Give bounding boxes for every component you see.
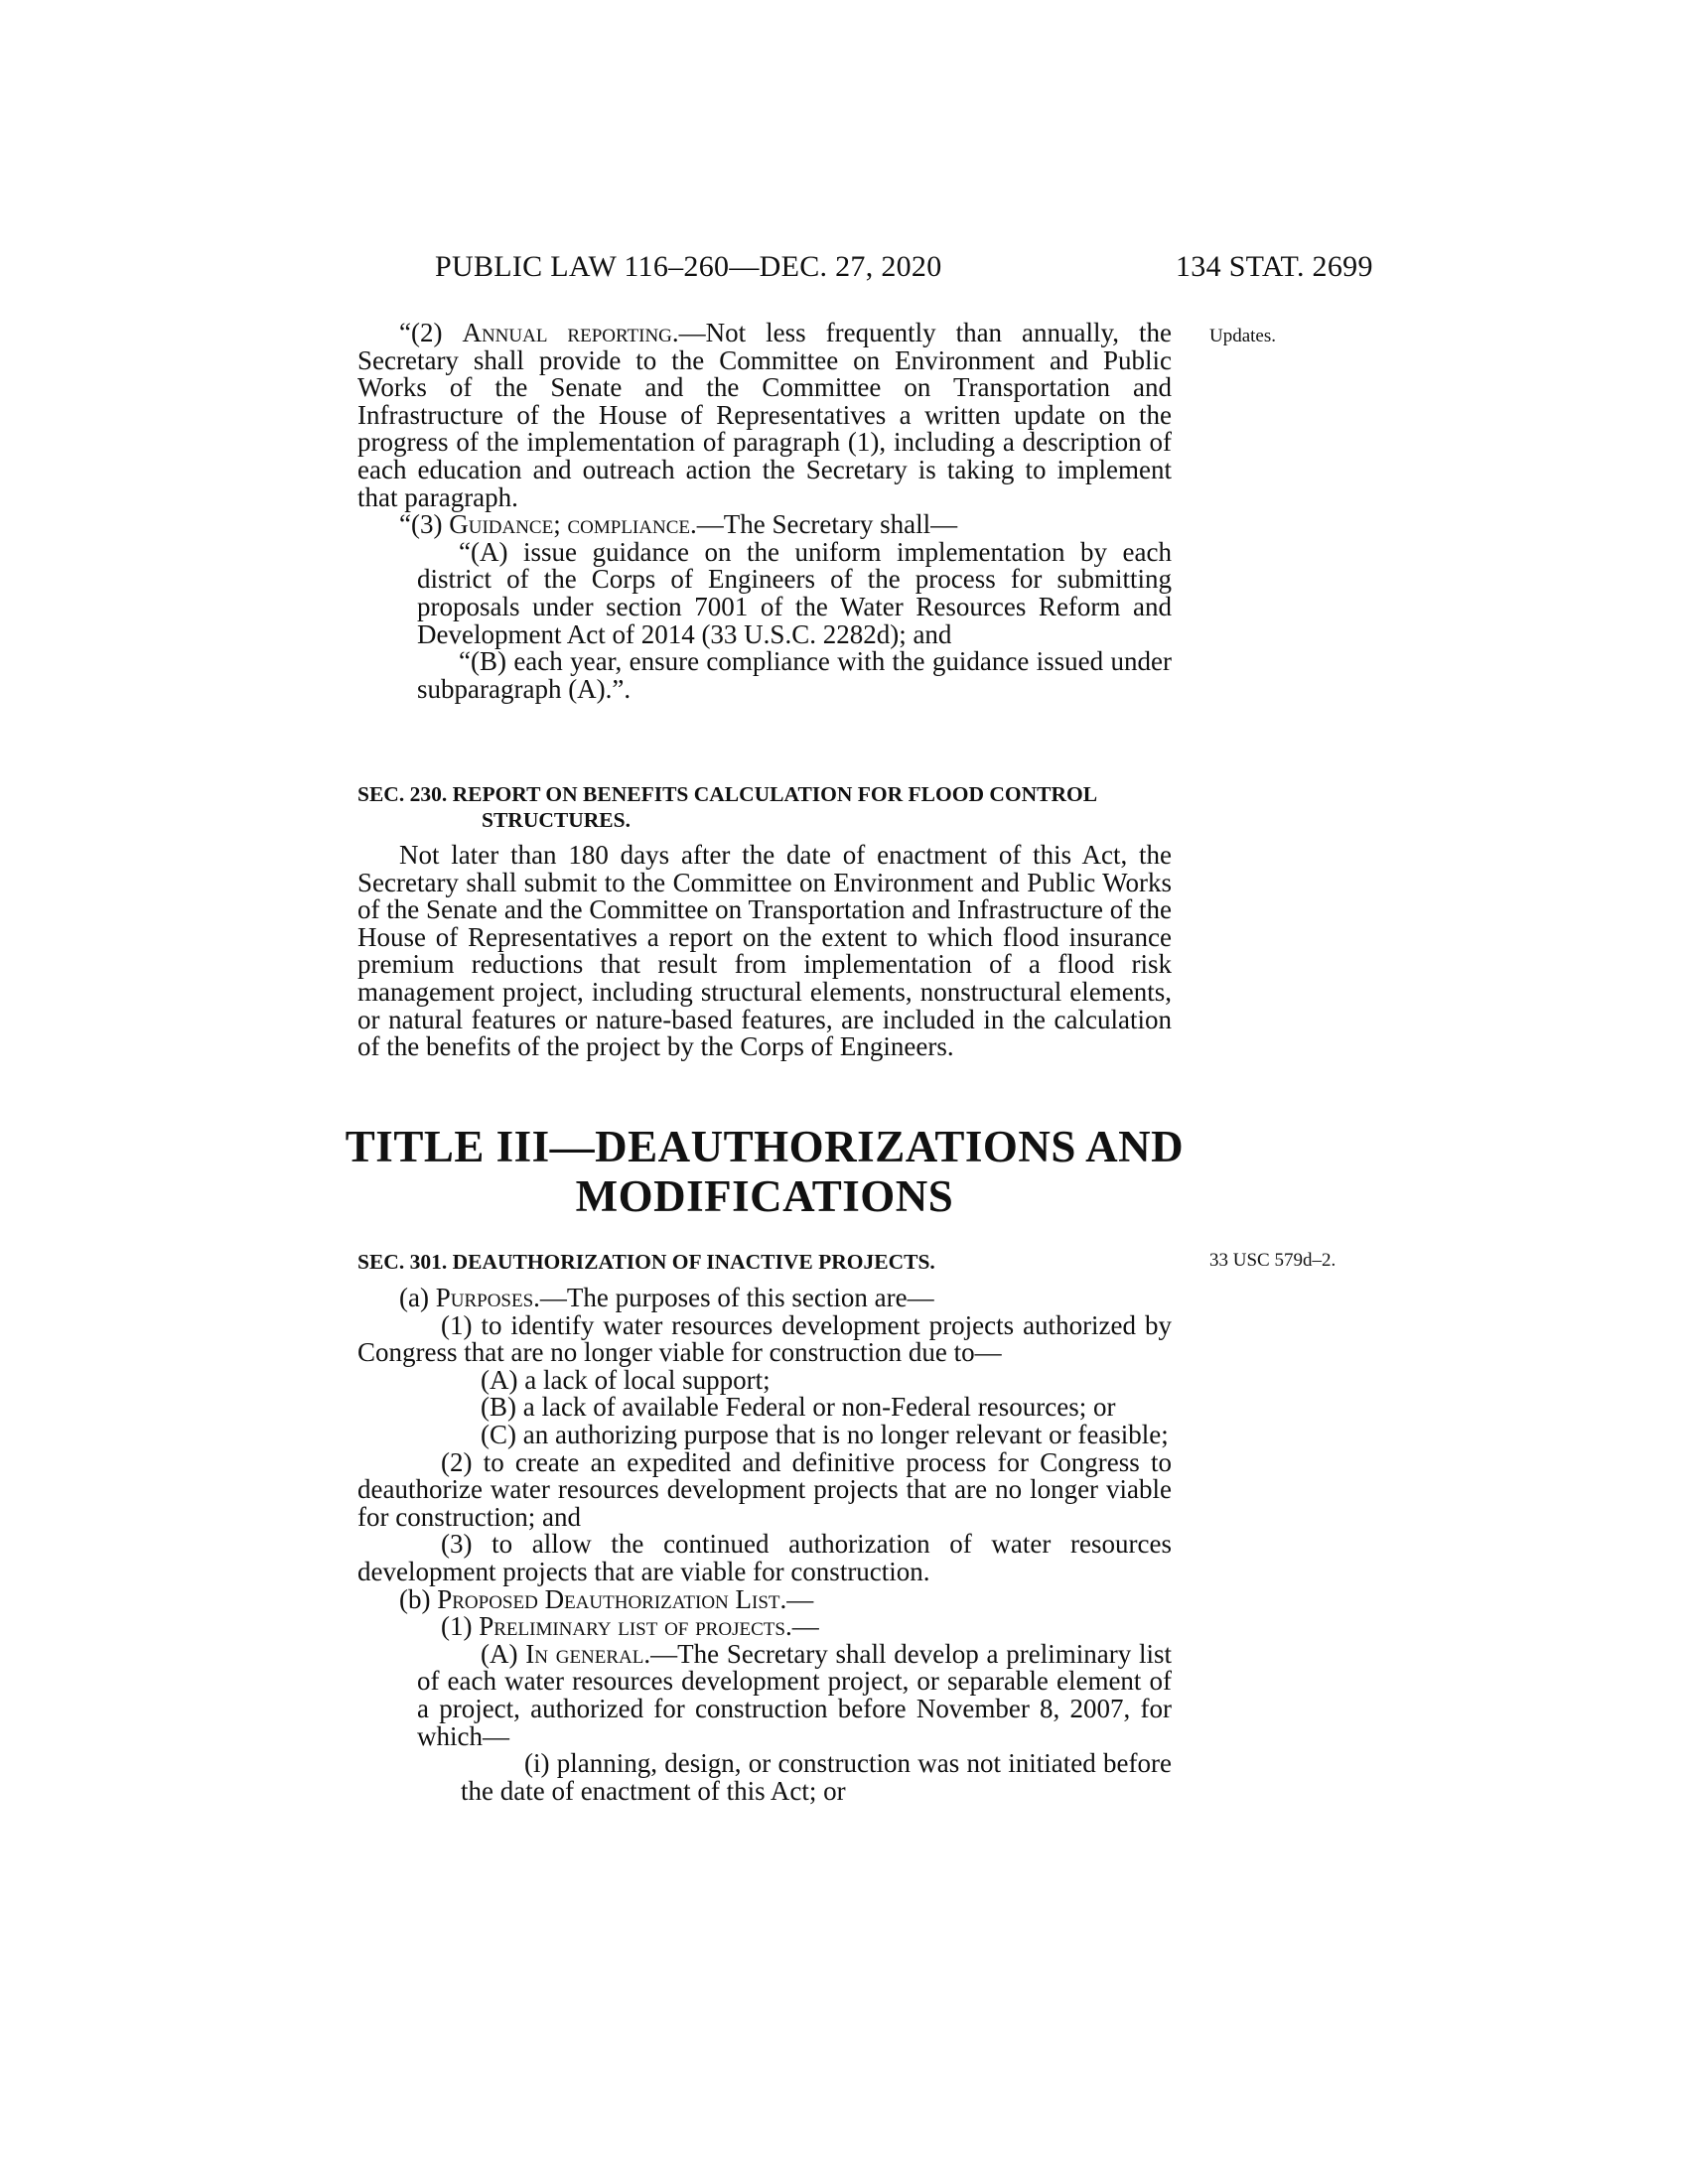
purpose-1-b: (B) a lack of available Federal or non-Federal resources; or: [481, 1392, 1116, 1423]
purpose-1: (1) to identify water resources development projects authorized by Congress that are no longer viable for construction due to—: [357, 1309, 1172, 1368]
running-header-law: PUBLIC LAW 116–260—DEC. 27, 2020: [435, 250, 942, 283]
subparagraph-b-1-a: (A) In general.—The Secretary shall develop a preliminary list of each water resources development project, or separable element of a project, authorized for construction before November 8, 2007, for which—: [417, 1638, 1172, 1751]
purpose-2: (2) to create an expedited and definitive process for Congress to deauthorize water resources development projects that are no longer viable for construction; and: [357, 1446, 1172, 1532]
subsection-a-purposes: (a) Purposes.—The purposes of this section are—: [399, 1283, 934, 1312]
title-line-2: MODIFICATIONS: [575, 1171, 954, 1221]
section-230-body: Not later than 180 days after the date of enactment of this Act, the Secretary shall submit to the Committee on Environment and Public Works of the Senate and the Committee on Transportation and Infrastructure of the House of Representatives a report on the extent to which flood insurance premium reductions that result from implementation of a flood risk management project, including structural elements, nonstructural elements, or natural features or nature-based features, are included in the calculation of the benefits of the project by the Corps of Engineers.: [357, 840, 1172, 1062]
title-line-1: TITLE III—DEAUTHORIZATIONS AND: [345, 1122, 1185, 1171]
section-230: [357, 781, 1192, 833]
purpose-1-a: (A) a lack of local support;: [481, 1364, 771, 1395]
section-block-amendment: [357, 320, 1172, 703]
paragraph-b-1: (1) Preliminary list of projects.—: [441, 1611, 819, 1642]
purpose-3: (3) to allow the continued authorization of water resources development projects that are viable for construction.: [357, 1529, 1172, 1586]
section-230-body-wrap: [357, 842, 1172, 1061]
section-301-heading-wrap: [357, 1249, 1192, 1275]
running-header-stat: 134 STAT. 2699: [1176, 250, 1373, 283]
purpose-1-c: (C) an authorizing purpose that is no longer relevant or feasible;: [481, 1419, 1169, 1449]
subparagraph-b-compliance: “(B) each year, ensure compliance with the guidance issued under subparagraph (A).”.: [417, 646, 1172, 704]
title-heading: [318, 1122, 1211, 1221]
section-230-heading: SEC. 230. REPORT ON BENEFITS CALCULATION FOR FLOOD CONTROL STRUCTURES.: [357, 782, 1096, 832]
paragraph-annual-reporting: “(2) Annual reporting.—Not less frequently than annually, the Secretary shall provide to the Committee on Environment and Public Works of the Senate and the Committee on Transportation and Infrastructure of the House of Representatives a written update on the progress of the implementation of paragraph (1), including a description of each education and outreach action the Secretary is taking to implement that paragraph.: [357, 318, 1172, 512]
margin-note-usc: 33 USC 579d–2.: [1209, 1250, 1336, 1271]
subsection-b-list: (b) Proposed Deauthorization List.—: [399, 1583, 814, 1614]
section-301-body: [357, 1285, 1172, 1805]
margin-note-updates: Updates.: [1209, 326, 1277, 346]
section-301-heading: SEC. 301. DEAUTHORIZATION OF INACTIVE PROJECTS.: [357, 1250, 935, 1274]
clause-b-1-a-i: (i) planning, design, or construction was not initiated before the date of enactment of this Act; or: [461, 1748, 1172, 1806]
paragraph-guidance: “(3) Guidance; compliance.—The Secretary shall—: [399, 509, 958, 540]
subparagraph-a-guidance: “(A) issue guidance on the uniform implementation by each district of the Corps of Engineers of the process for submitting proposals under section 7001 of the Water Resources Reform and Development Act of 2014 (33 U.S.C. 2282d); and: [417, 536, 1172, 649]
